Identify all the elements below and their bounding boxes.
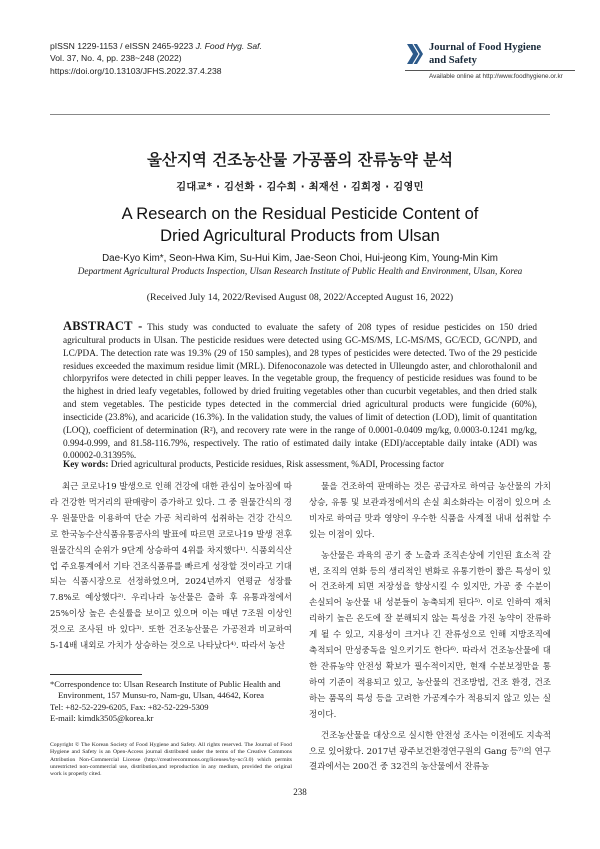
journal-abbrev: J. Food Hyg. Saf. bbox=[195, 41, 262, 51]
authors-korean: 김대교* · 김선화 · 김수희 · 최재선 · 김희정 · 김영민 bbox=[176, 182, 424, 193]
correspondence-address: *Correspondence to: Ulsan Research Institute of Public Health and Environment, 157 Munsu-ro, Nam-gu, Ulsan, 44642, Korea bbox=[50, 679, 281, 701]
body-paragraph: 건조농산물을 대상으로 실시한 안전성 조사는 이전에도 지속적으로 있어왔다. 2017년 광주보건환경연구원의 Gang 등⁷⁾의 연구결과에서는 200건 중 32건의 농산물에서 잔류농 bbox=[309, 730, 551, 773]
journal-url[interactable]: Available online at http://www.foodhygiene.or.kr bbox=[429, 73, 563, 80]
abstract-heading: ABSTRACT - bbox=[63, 319, 143, 333]
correspondence-phone: Tel: +82-52-229-6205, Fax: +82-52-229-5309 bbox=[50, 701, 209, 712]
body-paragraph: 물을 건조하여 판매하는 것은 공급자로 하여금 농산물의 가치상승, 유통 및 보관과정에서의 손실 최소화라는 이점이 있으며 소비자로 하여금 맛과 영양이 우수한 식품을 사계절 내내 섭취할 수 있는 이점이 있다. bbox=[309, 482, 551, 540]
body-column-left bbox=[50, 480, 292, 660]
received-dates: (Received July 14, 2022/Revised August 08, 2022/Accepted August 16, 2022) bbox=[146, 292, 454, 303]
correspondence-footnote bbox=[50, 679, 290, 724]
issn: pISSN 1229-1153 / eISSN 2465-9223 bbox=[50, 41, 194, 51]
doi-link[interactable]: https://doi.org/10.13103/JFHS.2022.37.4.238 bbox=[50, 65, 222, 76]
footnote-divider bbox=[50, 674, 142, 675]
keywords bbox=[63, 460, 537, 470]
affiliation: Department Agricultural Products Inspection, Ulsan Research Institute of Public Health and Environment, Ulsan, Korea bbox=[77, 266, 523, 276]
authors-english: Dae-Kyo Kim*, Seon-Hwa Kim, Su-Hui Kim, Jae-Seon Choi, Hui-jeong Kim, Young-Min Kim bbox=[102, 253, 498, 264]
volume-line: Vol. 37, No. 4, pp. 238~248 (2022) bbox=[50, 53, 182, 64]
page-number: 238 bbox=[293, 787, 307, 797]
logo-divider bbox=[405, 70, 575, 71]
keywords-text: Dried agricultural products, Pesticide residues, Risk assessment, %ADI, Processing factor bbox=[110, 460, 444, 470]
logo-title-line1: Journal of Food Hygiene bbox=[429, 42, 542, 53]
abstract-text: This study was conducted to evaluate the safety of 208 types of residue pesticides on 150 dried agricultural products in Ulsan. The pesticide residues were detected using GC-MS/MS, LC-MS/MS, GC/ECD, GC/NPD, and LC/PDA. The detection rate was 19.3% (29 of 150 samples), and 28 types of pesticides were detected. Two of the 29 pesticide residues exceeded the maximum residue limit (MRL). Difenoconazole was detected in Ulleungdo aster, and chlorothalonil and chlorpyrifos were detected in chili pepper leaves. In the vegetable group, the frequency of pesticide residues was found to be the highest in dried leafy vegetables, followed by dried fruiting vegetables other than cucurbit vegetables, and then dried stalk and stem vegetables. The pesticide types detected in the commercial dried agricultural products were fungicide (60%), insecticide (23.8%), and acaricide (16.3%). In the validation study, the values of limit of detection (LOD), limit of quantitation (LOQ), coefficient of determination (R²), and recovery rate were in the range of 0.0001-0.0409 mg/kg, 0.0003-0.1241 mg/kg, 0.994-0.999, and 81.58-116.79%, respectively. The ratio of estimated daily intake (EDI)/acceptable daily intake (ADI) was 0.00002-0.31395%. bbox=[63, 323, 537, 462]
logo-title-line2: and Safety bbox=[429, 54, 477, 66]
title-english-line2: Dried Agricultural Products from Ulsan bbox=[160, 227, 440, 245]
body-paragraph: 최근 코로나19 발생으로 인해 건강에 대한 관심이 높아짐에 따라 건강한 먹거리의 판매량이 증가하고 있다. 그 중 원물간식의 경우 원물만을 이용하여 단순 가공 처리하여 섭취하는 건강 간식으로 한국농수산식품유통공사의 발표에 따르면 코로나19 발생 전후 원물간식의 순위가 9단계 상승하여 4위를 차지했다¹⁾. 식품외식산업 주요통계에서 기타 건조식품류를 빠르게 성장할 것이라고 기대되는 식품시장으로 선정하였으며, 2024년까지 연평균 성장률 7.8%로 예상했다²⁾. 우리나라 농산물은 출하 후 유통과정에서 25%이상 높은 손실률을 보이고 있으며 이는 매년 7조원 이상인 것으로 조사된 바 있다³⁾. 또한 건조농산물은 가공전과 비교하여 5-14배 내외로 가치가 상승하는 것으로 나타났다⁴⁾. 따라서 농산 bbox=[50, 482, 292, 652]
abstract bbox=[63, 320, 537, 463]
keywords-label: Key words: bbox=[63, 460, 109, 470]
journal-meta bbox=[50, 40, 350, 77]
issn-line bbox=[50, 40, 350, 52]
header-divider bbox=[50, 114, 550, 115]
journal-logo-icon bbox=[405, 42, 425, 66]
body-paragraph: 농산물은 과육의 공기 중 노출과 조직손상에 기인된 효소적 갈변, 조직의 연화 등의 생리적인 변화로 유통기한이 짧은 특성이 있어 건조하게 되면 저장성을 향상시킬 수 있지만, 가공 중 수분이 손실되어 농산물 내 성분들이 농축되게 된다⁵⁾. 이로 인하여 재처리하기 높은 온도에 잘 분해되지 않는 특성을 가진 농약이 잔류하게 될 수 있고, 지용성이 크거나 긴 잔류성으로 인해 지방조직에 축적되어 만성중독을 일으키기도 한다⁶⁾. 따라서 건조농산물에 대한 잔류농약 안전성 확보가 필수적이지만, 현재 수분보정만을 통하여 기준이 적용되고 있고, 농산물의 건조방법, 건조 환경, 건조하는 품목의 특성 등을 고려한 가공계수가 적용되지 않고 있는 실정이다. bbox=[309, 550, 551, 720]
journal-logo-title bbox=[429, 42, 541, 68]
title-english-line1: A Research on the Residual Pesticide Content of bbox=[121, 205, 479, 223]
correspondence-email[interactable]: E-mail: kimdk3505@korea.kr bbox=[50, 712, 154, 723]
title-english bbox=[0, 203, 600, 247]
body-column-right bbox=[309, 480, 551, 781]
copyright-notice: Copyright © The Korean Society of Food Hygiene and Safety. All rights reserved. The Journal of Food Hygiene and Safety is an Open-Access journal distributed under the terms of the Creative Commons Attribution Non-Commercial License (http://creativecommons.org/licenses/by-nc/3.0) which permits unrestricted non-commercial use, distribution,and reproduction in any medium, provided the original work is properly cited. bbox=[50, 742, 292, 778]
title-korean: 울산지역 건조농산물 가공품의 잔류농약 분석 bbox=[146, 151, 454, 169]
